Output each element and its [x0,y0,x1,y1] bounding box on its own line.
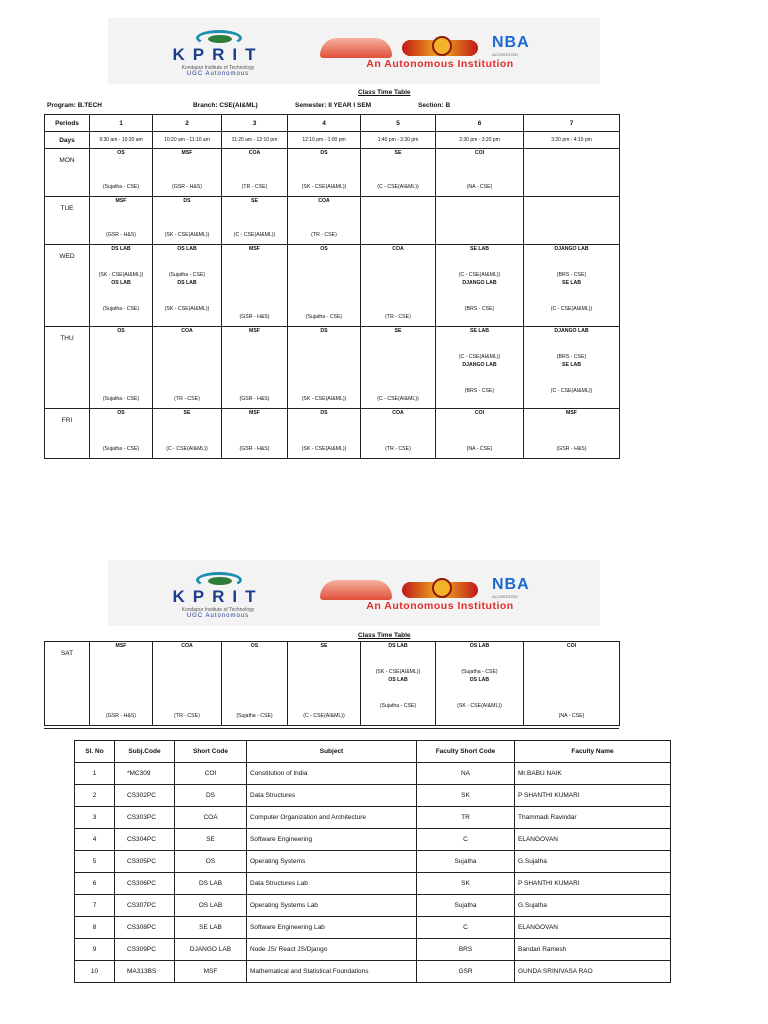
day-row [45,149,620,197]
subject-cell: Operating Systems Lab [247,895,417,917]
class-slot [361,642,436,726]
subject-code: MSF [115,643,127,649]
period-time: 2:30 pm - 3:20 pm [436,132,524,149]
period-number: 2 [153,115,222,132]
subject-cell: SK [417,785,515,807]
subject-cell: 4 [75,829,115,851]
class-slot [524,642,620,726]
subject-code: OS [250,643,259,649]
faculty-label: (Sujatha - CSE) [102,396,140,402]
subject-code: COI [566,643,577,649]
faculty-label: (Sujatha - CSE) [305,314,343,320]
class-slot [222,327,288,409]
faculty-label: (TR - CSE) [311,232,337,238]
faculty-label: (SK - CSE(AI&ML)) [301,396,347,402]
faculty-label: (Sujatha - CSE) [102,184,140,190]
period-number: 6 [436,115,524,132]
subject-cell: CS307PC [115,895,175,917]
emblem-badge-icon [402,40,478,56]
class-slot [222,197,288,245]
day-row [45,327,620,409]
period-time: 12:10 pm - 1:00 pm [288,132,361,149]
faculty-label: (SK - CSE(AI&ML)) [164,232,210,238]
faculty-label: (BRS - CSE) [464,306,495,312]
subject-cell: Node JS/ React JS/Django [247,939,417,961]
class-slot [90,149,153,197]
class-slot [153,197,222,245]
divider-line [44,728,619,729]
subject-cell: P SHANTHI KUMARI [515,873,671,895]
subject-code: MSF [115,198,127,204]
header-banner [108,18,600,84]
subject-cell: CS306PC [115,873,175,895]
class-slot [153,642,222,726]
class-slot [288,245,361,327]
subject-cell: Mr.BABU NAIK [515,763,671,785]
subject-cell: Constitution of India [247,763,417,785]
institution-motto: An Autonomous Institution [366,58,514,70]
subject-code: MSF [249,328,260,334]
emblem-seal-icon [320,38,392,58]
day-label: FRI [45,409,90,459]
class-slot [153,149,222,197]
day-row [45,197,620,245]
period-time: 11:20 am - 12:10 pm [222,132,288,149]
subject-row [75,807,671,829]
class-slot [222,642,288,726]
subject-cell: ELANGOVAN [515,917,671,939]
nba-logo: NBA ACCREDITED [492,576,530,599]
subject-cell: Mathematical and Statistical Foundations [247,961,417,983]
subject-cell: 7 [75,895,115,917]
class-slot [524,245,620,327]
class-slot [222,409,288,459]
day-label: TUE [45,197,90,245]
class-slot [361,409,436,459]
subject-code: COA [318,198,330,204]
subject-cell: COA [175,807,247,829]
faculty-label: (NA - CSE) [466,184,493,190]
subject-cell: 8 [75,917,115,939]
day-row [45,642,620,726]
faculty-label: (GSR - H&S) [239,446,270,452]
subject-row [75,961,671,983]
subject-cell: MA313BS [115,961,175,983]
subject-cell: DJANGO LAB [175,939,247,961]
timetable-title-2: Class Time Table [358,632,411,639]
faculty-label: (GSR - H&S) [106,713,136,719]
semester-label: Semester: II YEAR I SEM [295,102,372,109]
day-row [45,245,620,327]
branch-label: Branch: CSE(AI&ML) [193,102,258,109]
column-header: Short Code [175,741,247,763]
faculty-label: (SK - CSE(AI&ML)) [457,703,502,709]
subject-code: SE LAB [469,246,490,252]
subject-code: COA [392,410,404,416]
subject-code: DJANGO LAB [554,246,589,252]
subject-code: DJANGO LAB [554,328,589,334]
subject-code: COA [248,150,261,156]
class-slot [436,197,524,245]
faculty-label: (Sujatha - CSE) [102,446,140,452]
subject-cell: CS304PC [115,829,175,851]
faculty-label: (GSR - H&S) [239,396,270,402]
faculty-label: (NA - CSE) [466,446,493,452]
subject-row [75,939,671,961]
faculty-label: (Sujatha - CSE) [461,669,498,675]
logo-name: KPRIT [172,587,264,606]
column-header: Faculty Short Code [417,741,515,763]
subject-cell: GUNDA SRINIVASA RAO [515,961,671,983]
subject-row [75,873,671,895]
subject-cell: CS305PC [115,851,175,873]
day-row [45,409,620,459]
logo-tag: UGC Autonomous [186,613,250,619]
column-header: Faculty Name [515,741,671,763]
subject-code: DS LAB [388,643,408,649]
class-slot [90,327,153,409]
subject-code: DJANGO LAB [462,280,497,286]
column-header: Subject [247,741,417,763]
program-label: Program: B.TECH [47,102,102,109]
subject-cell: Bandari Ramesh [515,939,671,961]
faculty-label: (SK - CSE(AI&ML)) [301,184,347,190]
subject-code: DS [320,150,328,156]
days-label: Days [45,132,90,149]
timetable-title: Class Time Table [358,89,411,96]
column-header: Subj.Code [115,741,175,763]
subject-code: OS [117,150,125,156]
logo-tag: UGC Autonomous [186,71,250,77]
class-slot [153,245,222,327]
class-slot [436,149,524,197]
column-header: Sl. No [75,741,115,763]
subject-cell: Software Engineering [247,829,417,851]
subject-cell: C [417,917,515,939]
faculty-label: (BRS - CSE) [464,388,495,394]
class-slot [361,197,436,245]
subject-row [75,917,671,939]
period-time: 9:30 am - 10:20 am [90,132,153,149]
subject-code: OS LAB [388,677,408,683]
subject-cell: Data Structures [247,785,417,807]
faculty-label: (BRS - CSE) [556,272,587,278]
class-slot [222,149,288,197]
institution-motto: An Autonomous Institution [366,600,514,612]
subject-code: DS LAB [111,246,131,252]
period-number: 5 [361,115,436,132]
subject-code: SE [394,328,402,334]
period-time: 10:20 am - 11:10 am [153,132,222,149]
subject-code: DS LAB [177,280,197,286]
faculty-label: (GSR - H&S) [556,446,587,452]
subject-cell: Software Engineering Lab [247,917,417,939]
subject-cell: BRS [417,939,515,961]
section-label: Section: B [418,102,451,109]
class-slot [436,642,524,726]
class-slot [288,409,361,459]
subject-code: DS [320,328,328,334]
class-slot [222,245,288,327]
faculty-label: (BRS - CSE) [556,354,587,360]
logo-swoosh-fill-icon [208,577,232,585]
faculty-label: (SK - CSE(AI&ML)) [375,669,421,675]
class-slot [361,245,436,327]
day-label: SAT [45,642,90,726]
faculty-label: (GSR - H&S) [172,184,202,190]
subject-code: MSF [249,246,260,252]
class-slot [288,327,361,409]
faculty-label: (TR - CSE) [385,446,411,452]
subject-cell: GSR [417,961,515,983]
subject-cell: P SHANTHI KUMARI [515,785,671,807]
subjects-header-row [75,741,671,763]
faculty-label: (Sujatha - CSE) [379,703,417,709]
subject-code: OS LAB [177,246,197,252]
subject-row [75,895,671,917]
subject-cell: Sujatha [417,895,515,917]
subject-cell: Data Structures Lab [247,873,417,895]
accreditation-logos [320,32,590,82]
subject-code: DS LAB [469,677,490,683]
day-label: THU [45,327,90,409]
class-slot [90,642,153,726]
subject-code: OS [117,328,125,334]
subject-code: DS [183,198,191,204]
subject-cell: 5 [75,851,115,873]
subject-code: SE [394,150,402,156]
subject-code: COA [181,643,193,649]
faculty-label: (NA - CSE) [558,713,585,719]
subject-cell: CS308PC [115,917,175,939]
period-number: 3 [222,115,288,132]
timetable-table [44,114,620,459]
subject-cell: DS LAB [175,873,247,895]
saturday-table [44,641,620,726]
subjects-table [74,740,671,983]
faculty-label: (C - CSE(AI&ML)) [550,306,593,312]
times-row [45,132,620,149]
subject-code: OS LAB [111,280,131,286]
class-slot [288,197,361,245]
subject-cell: SE LAB [175,917,247,939]
subject-code: SE [251,198,258,204]
faculty-label: (GSR - H&S) [239,314,270,320]
subject-code: SE LAB [561,362,582,368]
subject-code: SE [320,643,328,649]
subject-code: COA [392,246,404,252]
subject-cell: DS [175,785,247,807]
subject-cell: SK [417,873,515,895]
faculty-label: (GSR - H&S) [106,232,136,238]
subject-cell: 1 [75,763,115,785]
subject-cell: CS303PC [115,807,175,829]
periods-row [45,115,620,132]
subject-cell: OS LAB [175,895,247,917]
period-number: 1 [90,115,153,132]
subject-code: DJANGO LAB [462,362,497,368]
class-slot [361,327,436,409]
class-slot [153,409,222,459]
subject-code: SE LAB [469,328,490,334]
subject-cell: 3 [75,807,115,829]
subject-cell: TR [417,807,515,829]
class-slot [524,409,620,459]
class-slot [524,149,620,197]
faculty-label: (C - CSE(AI&ML)) [166,446,208,452]
subject-cell: Operating Systems [247,851,417,873]
subject-cell: CS309PC [115,939,175,961]
logo-fullname: Kondapur Institute of Technology [181,65,255,71]
subject-code: SE LAB [561,280,582,286]
subject-cell: OS [175,851,247,873]
faculty-label: (SK - CSE(AI&ML)) [98,272,144,278]
faculty-label: (C - CSE(AI&ML)) [550,388,593,394]
class-slot [436,409,524,459]
subject-cell: NA [417,763,515,785]
header-banner-2 [108,560,600,626]
class-slot [90,409,153,459]
subject-cell: 9 [75,939,115,961]
faculty-label: (C - CSE(AI&ML)) [458,272,501,278]
subject-cell: Thammadi Ravindar [515,807,671,829]
logo-fullname: Kondapur Institute of Technology [181,607,255,613]
faculty-label: (SK - CSE(AI&ML)) [301,446,347,452]
faculty-label: (Sujatha - CSE) [168,272,206,278]
subject-code: OS LAB [469,643,490,649]
subject-code: MSF [566,410,577,416]
subject-cell: G.Sujatha [515,851,671,873]
subject-code: SE [183,410,191,416]
faculty-label: (C - CSE(AI&ML)) [303,713,345,719]
logo-name: KPRIT [172,45,264,64]
logo-swoosh-fill-icon [208,35,232,43]
subject-row [75,763,671,785]
subject-cell: Computer Organization and Architecture [247,807,417,829]
faculty-label: (C - CSE(AI&ML)) [377,184,419,190]
class-slot [288,642,361,726]
subject-row [75,851,671,873]
class-slot [90,197,153,245]
subject-row [75,785,671,807]
subject-code: OS [117,410,125,416]
day-label: WED [45,245,90,327]
subject-cell: COI [175,763,247,785]
subject-cell: *MC309 [115,763,175,785]
nba-logo: NBA ACCREDITED [492,34,530,57]
kprit-logo [158,572,278,618]
subject-cell: C [417,829,515,851]
subject-cell: SE [175,829,247,851]
emblem-seal-icon [320,580,392,600]
period-time: 1:40 pm - 2:30 pm [361,132,436,149]
subject-cell: ELANGOVAN [515,829,671,851]
subject-cell: CS302PC [115,785,175,807]
class-slot [436,327,524,409]
subject-cell: 6 [75,873,115,895]
faculty-label: (C - CSE(AI&ML)) [377,396,419,402]
kprit-logo [158,30,278,76]
class-slot [153,327,222,409]
class-slot [436,245,524,327]
subject-code: MSF [249,410,260,416]
period-number: 7 [524,115,620,132]
faculty-label: (TR - CSE) [174,713,200,719]
class-slot [90,245,153,327]
accreditation-logos [320,574,590,624]
subject-code: OS [320,246,328,252]
faculty-label: (SK - CSE(AI&ML)) [164,306,210,312]
faculty-label: (TR - CSE) [385,314,411,320]
subject-row [75,829,671,851]
subject-cell: MSF [175,961,247,983]
faculty-label: (Sujatha - CSE) [102,306,140,312]
period-number: 4 [288,115,361,132]
subject-code: MSF [181,150,193,156]
subject-code: COI [474,150,485,156]
faculty-label: (C - CSE(AI&ML)) [233,232,276,238]
emblem-badge-icon [402,582,478,598]
subject-cell: 2 [75,785,115,807]
faculty-label: (TR - CSE) [241,184,268,190]
faculty-label: (C - CSE(AI&ML)) [458,354,501,360]
period-time: 3:20 pm - 4:10 pm [524,132,620,149]
subject-cell: G.Sujatha [515,895,671,917]
subject-code: DS [320,410,328,416]
subject-code: COA [181,328,193,334]
periods-label: Periods [45,115,90,132]
faculty-label: (Sujatha - CSE) [236,713,273,719]
subject-cell: 10 [75,961,115,983]
subject-cell: Sujatha [417,851,515,873]
faculty-label: (TR - CSE) [174,396,200,402]
subject-code: COI [474,410,485,416]
class-slot [524,327,620,409]
class-slot [361,149,436,197]
class-slot [288,149,361,197]
class-slot [524,197,620,245]
day-label: MON [45,149,90,197]
